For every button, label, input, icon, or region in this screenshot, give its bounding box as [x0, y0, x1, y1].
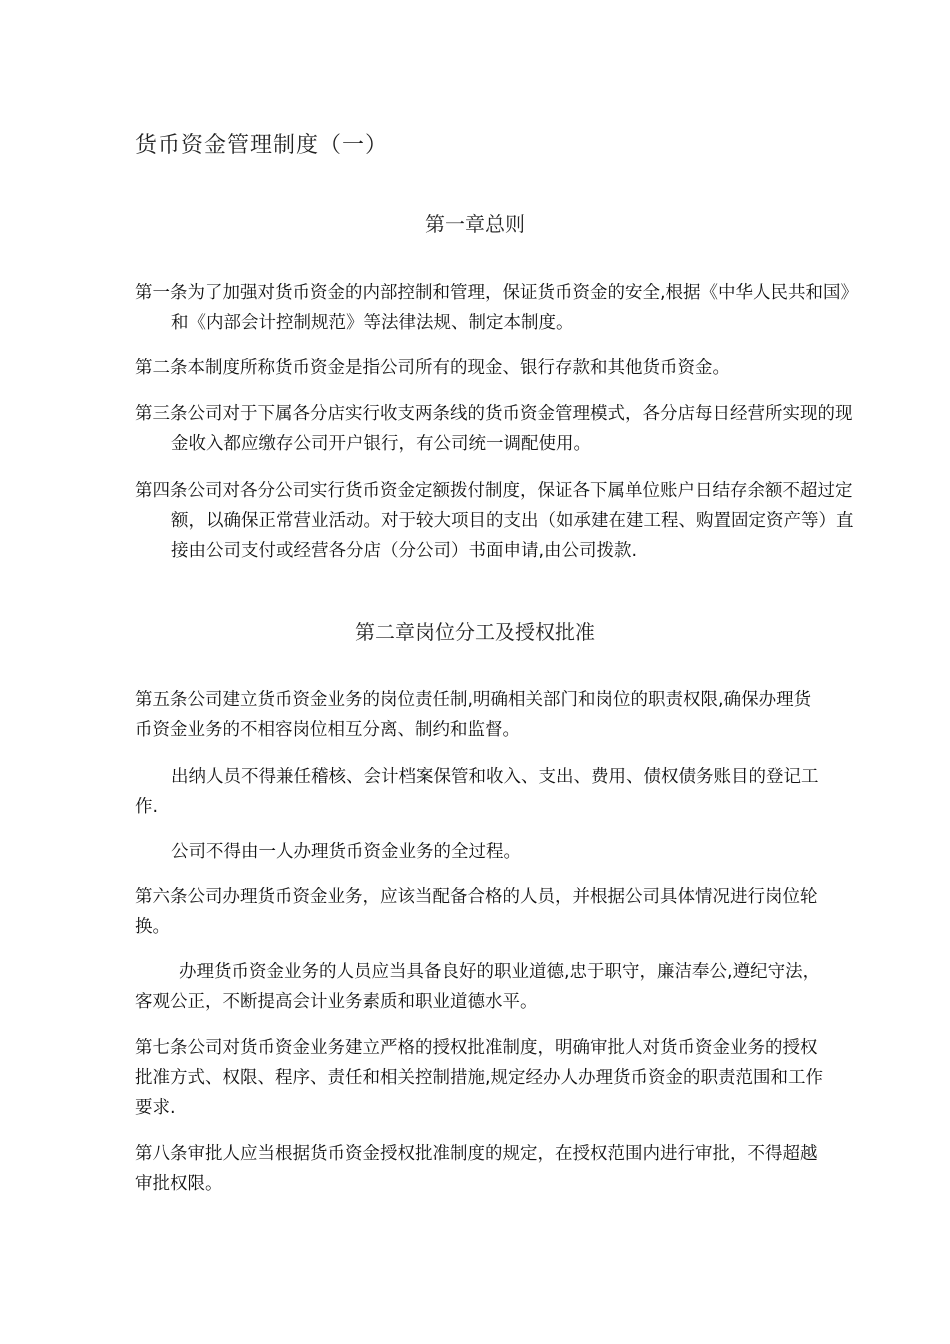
article-2: 第二条本制度所称货币资金是指公司所有的现金、银行存款和其他货币资金。: [135, 358, 730, 378]
document-title: 货币资金管理制度（一）: [135, 133, 389, 158]
article-3: 第三条公司对于下属各分店实行收支两条线的货币资金管理模式，各分店每日经营所实现的现金收入都应缴存公司开户银行，有公司统一调配使用。: [135, 404, 853, 454]
article-8: 第八条审批人应当根据货币资金授权批准制度的规定，在授权范围内进行审批，不得超越审批权限。: [135, 1144, 818, 1194]
chapter-heading-1: 第一章总则: [425, 212, 525, 236]
article-5-clause-cashier: 出纳人员不得兼任稽核、会计档案保管和收入、支出、费用、债权债务账目的登记工作.: [135, 767, 819, 817]
article-5: 第五条公司建立货币资金业务的岗位责任制,明确相关部门和岗位的职责权限,确保办理货币资金业务的不相容岗位相互分离、制约和监督。: [135, 690, 812, 740]
article-4: 第四条公司对各分公司实行货币资金定额拨付制度，保证各下属单位账户日结存余额不超过定额，以确保正常营业活动。对于较大项目的支出（如承建在建工程、购置固定资产等）直接由公司支付或经营各分店（分公司）书面申请,由公司拨款.: [135, 481, 854, 561]
article-1: 第一条为了加强对货币资金的内部控制和管理，保证货币资金的安全,根据《中华人民共和国》和《内部会计控制规范》等法律法规、制定本制度。: [135, 283, 859, 333]
article-6-clause-ethics: 办理货币资金业务的人员应当具备良好的职业道德,忠于职守，廉洁奉公,遵纪守法，客观公正，不断提高会计业务素质和职业道德水平。: [135, 962, 821, 1012]
article-5-clause-single-person: 公司不得由一人办理货币资金业务的全过程。: [171, 842, 521, 862]
article-7: 第七条公司对货币资金业务建立严格的授权批准制度，明确审批人对货币资金业务的授权批准方式、权限、程序、责任和相关控制措施,规定经办人办理货币资金的职责范围和工作要求.: [135, 1038, 824, 1118]
article-6: 第六条公司办理货币资金业务，应该当配备合格的人员，并根据公司具体情况进行岗位轮换。: [135, 887, 818, 937]
chapter-heading-2: 第二章岗位分工及授权批准: [355, 620, 595, 644]
